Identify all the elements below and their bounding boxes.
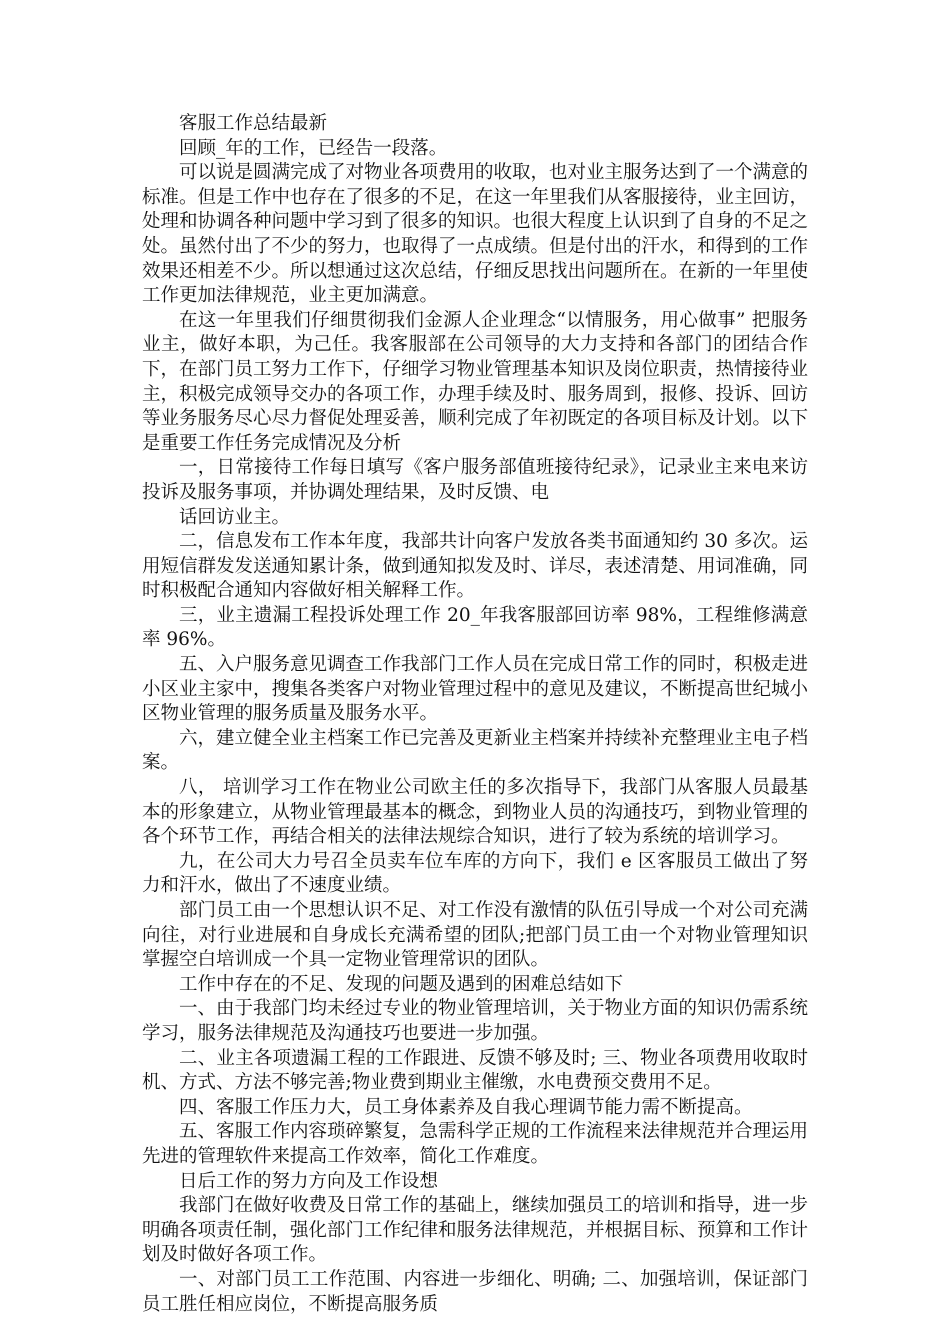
document-body [142, 112, 808, 1317]
paragraph: 三，业主遗漏工程投诉处理工作 20_年我客服部回访率 98%，工程维修满意率 96%。 [142, 604, 808, 651]
paragraph: 一、对部门员工工作范围、内容进一步细化、明确; 二、加强培训，保证部门员工胜任相应岗位，不断提高服务质 [142, 1268, 808, 1315]
document-title: 客服工作总结最新 [179, 113, 328, 134]
paragraph: 五、客服工作内容琐碎繁复，急需科学正规的工作流程来法律规范并合理运用先进的管理软件来提高工作效率，简化工作难度。 [142, 1121, 809, 1167]
paragraph: 五、入户服务意见调查工作我部门工作人员在完成日常工作的同时，积极走进小区业主家中，搜集各类客户对物业管理过程中的意见及建议，不断提高世纪城小区物业管理的服务质量及服务水平。 [142, 654, 809, 725]
section-heading: 日后工作的努力方向及工作设想 [179, 1170, 439, 1192]
paragraph: 四、客服工作压力大，员工身体素养及自我心理调节能力需不断提高。 [179, 1096, 753, 1118]
paragraph: 九，在公司大力号召全员卖车位车库的方向下，我们 e 区客服员工做出了努力和汗水，做出了不速度业绩。 [142, 850, 808, 897]
paragraph: 我部门在做好收费及日常工作的基础上，继续加强员工的培训和指导，进一步明确各项责任制，强化部门工作纪律和服务法律规范，并根据目标、预算和工作计划及时做好各项工作。 [142, 1195, 809, 1266]
section-heading: 工作中存在的不足、发现的问题及遇到的困难总结如下 [179, 973, 624, 995]
paragraph: 二，信息发布工作本年度，我部共计向客户发放各类书面通知约 30 多次。运用短信群发发送通知累计条，做到通知拟发及时、详尽，表述清楚、用词准确，同时积极配合通知内容做好相关解释工作。 [142, 531, 809, 602]
paragraph: 一，日常接待工作每日填写《客户服务部值班接待纪录》，记录业主来电来访投诉及服务事项，并协调处理结果，及时反馈、电 [142, 457, 808, 503]
paragraph: 可以说是圆满完成了对物业各项费用的收取，也对业主服务达到了一个满意的标准。但是工作中也存在了很多的不足，在这一年里我们从客服接待，业主回访，处理和协调各种问题中学习到了很多的知识。也很大程度上认识到了自身的不足之处。虽然付出了不少的努力，也取得了一点成绩。但是付出的汗水，和得到的工作效果还相差不少。所以想通过这次总结，仔细反思找出问题所在。在新的一年里使工作更加法律规范，业主更加满意。 [142, 162, 809, 307]
paragraph: 一、由于我部门均未经过专业的物业管理培训，关于物业方面的知识仍需系统学习，服务法律规范及沟通技巧也要进一步加强。 [142, 998, 809, 1044]
paragraph: 在这一年里我们仔细贯彻我们金源人企业理念“以情服务，用心做事” 把服务业主，做好本职，为己任。我客服部在公司领导的大力支持和各部门的团结合作下，在部门员工努力工作下，仔细学习物业管理基本知识及岗位职责，热情接待业主，积极完成领导交办的各项工作，办理手续及时、服务周到，报修、投诉、回访等业务服务尽心尽力督促处理妥善，顺利完成了年初既定的各项目标及计划。以下是重要工作任务完成情况及分析 [142, 309, 809, 454]
paragraph: 部门员工由一个思想认识不足、对工作没有激情的队伍引导成一个对公司充满向往，对行业进展和自身成长充满希望的团队;把部门员工由一个对物业管理知识掌握空白培训成一个具一定物业管理常识的团队。 [142, 900, 809, 971]
paragraph: 话回访业主。 [179, 506, 291, 528]
paragraph: 二、业主各项遗漏工程的工作跟进、反馈不够及时; 三、物业各项费用收取时机、方式、方法不够完善;物业费到期业主催缴，水电费预交费用不足。 [142, 1047, 808, 1094]
paragraph: 六，建立健全业主档案工作已完善及更新业主档案并持续补充整理业主电子档案。 [142, 727, 809, 774]
paragraph: 回顾_年的工作，已经告一段落。 [179, 137, 448, 159]
paragraph: 八， 培训学习工作在物业公司欧主任的多次指导下，我部门从客服人员最基本的形象建立，从物业管理最基本的概念，到物业人员的沟通技巧，到物业管理的各个环节工作，再结合相关的法律法规综合知识，进行了较为系统的培训学习。 [142, 777, 809, 848]
